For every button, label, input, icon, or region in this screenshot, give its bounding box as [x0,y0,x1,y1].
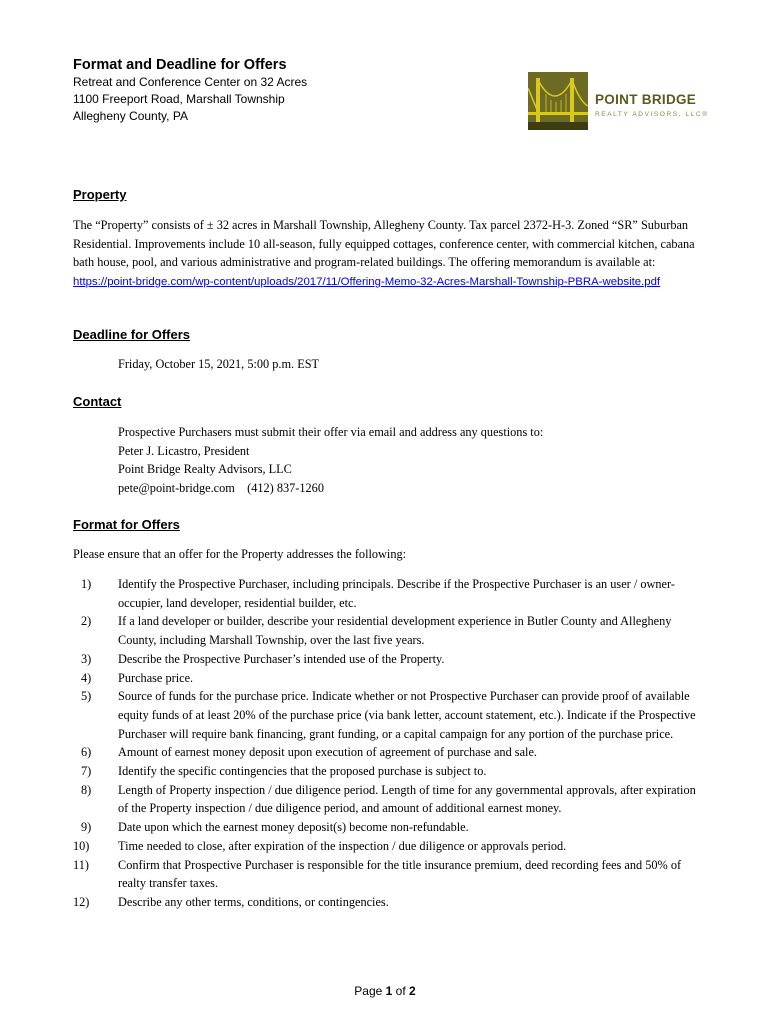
deadline-text: Friday, October 15, 2021, 5:00 p.m. EST [118,357,320,371]
list-item-number: 10) [73,838,90,853]
list-item [73,818,703,837]
list-item-number: 1) [81,577,92,591]
list-item-text: Identify the specific contingencies that the proposed purchase is subject to. [118,764,487,779]
address-line: 1100 Freeport Road, Marshall Township [73,92,285,106]
bridge-icon [528,72,588,130]
list-item-text: Describe any other terms, conditions, or contingencies. [118,894,389,909]
page-number [0,984,770,998]
list-item [73,893,703,912]
logo-subtitle: REALTY ADVISORS, LLC® [595,111,709,118]
offer-requirements-list [73,575,703,912]
list-item [73,743,703,762]
section-heading-format: Format for Offers [73,517,180,532]
list-item-text: If a land developer or builder, describe your residential development experience in Butler County and Allegheny County, including Marshall Township, over the last five years. [118,614,672,648]
list-item [73,669,703,688]
list-item [73,781,703,818]
address-line: Retreat and Conference Center on 32 Acres [73,75,308,89]
list-item-number: 2) [81,614,92,629]
list-item [73,687,703,743]
list-item-number: 9) [81,820,92,835]
list-item [73,762,703,781]
list-item-number: 4) [81,670,92,685]
format-intro: Please ensure that an offer for the Property addresses the following: [73,547,407,561]
list-item-number: 12) [73,894,90,909]
list-item [73,650,703,669]
property-text: The “Property” consists of ± 32 acres in Marshall Township, Allegheny County. Tax parcel 2372-H-3. Zoned “SR” Suburban Residential. Improvements include 10 all-season, fully equipped cottages, conference center, with commercial kitchen, cabana bath house, pool, and various administrative and program-related buildings. The offering memorandum is available at: [73,218,695,270]
contact-block [118,423,543,498]
contact-name: Peter J. Licastro, President [118,443,250,458]
list-item-text: Amount of earnest money deposit upon execution of agreement of purchase and sale. [118,745,537,760]
page-label: Page [354,984,386,998]
contact-email-phone: pete@point-bridge.com (412) 837-1260 [118,481,324,496]
list-item-number: 6) [81,745,92,760]
list-item-number: 8) [81,782,92,797]
list-item-number: 5) [81,689,92,704]
contact-company: Point Bridge Realty Advisors, LLC [118,462,292,477]
address-line: Allegheny County, PA [73,109,188,123]
contact-instructions: Prospective Purchasers must submit their offer via email and address any questions to: [118,425,544,439]
section-heading-deadline: Deadline for Offers [73,327,191,342]
document-header [73,56,307,125]
list-item [73,612,703,649]
page-of: of [392,984,410,998]
list-item-text: Date upon which the earnest money deposit(s) become non-refundable. [118,820,469,835]
current-page: 1 [385,984,393,998]
list-item [73,575,703,612]
logo-name: POINT BRIDGE [595,92,697,107]
list-item [73,837,703,856]
property-paragraph [73,216,703,292]
total-pages: 2 [409,984,416,998]
list-item-text: Time needed to close, after expiration of the inspection / due diligence or approvals period. [118,838,567,853]
section-heading-property: Property [73,187,127,202]
document-title: Format and Deadline for Offers [73,57,287,73]
deadline-block [118,355,319,374]
company-logo [528,72,709,132]
offering-memo-link[interactable]: https://point-bridge.com/wp-content/uploads/2017/11/Offering-Memo-32-Acres-Marshall-Township-PBRA-website.pdf [73,276,661,289]
list-item-text: Purchase price. [118,670,194,685]
list-item-text: Length of Property inspection / due diligence period. Length of time for any governmental approvals, after expiration of the Property inspection / due diligence period, and amount of additional earnest money. [118,782,696,816]
list-item-text: Source of funds for the purchase price. Indicate whether or not Prospective Purchaser can provide proof of available equity funds of at least 20% of the purchase price (via bank letter, account statement, etc.). Indicate if the Prospective Purchaser will require bank financing, grant funding, or a capital campaign for any portion of the purchase price. [118,689,696,741]
list-item [73,856,703,893]
list-item-text: Describe the Prospective Purchaser’s intended use of the Property. [118,651,445,666]
section-heading-contact: Contact [73,394,122,409]
list-item-text: Confirm that Prospective Purchaser is responsible for the title insurance premium, deed recording fees and 50% of realty transfer taxes. [118,857,682,891]
list-item-number: 7) [81,764,92,779]
list-item-text: Identify the Prospective Purchaser, including principals. Describe if the Prospective Purchaser is an user / owner-occupier, land developer, residential builder, etc. [118,577,675,610]
list-item-number: 11) [73,857,89,872]
list-item-number: 3) [81,651,92,666]
